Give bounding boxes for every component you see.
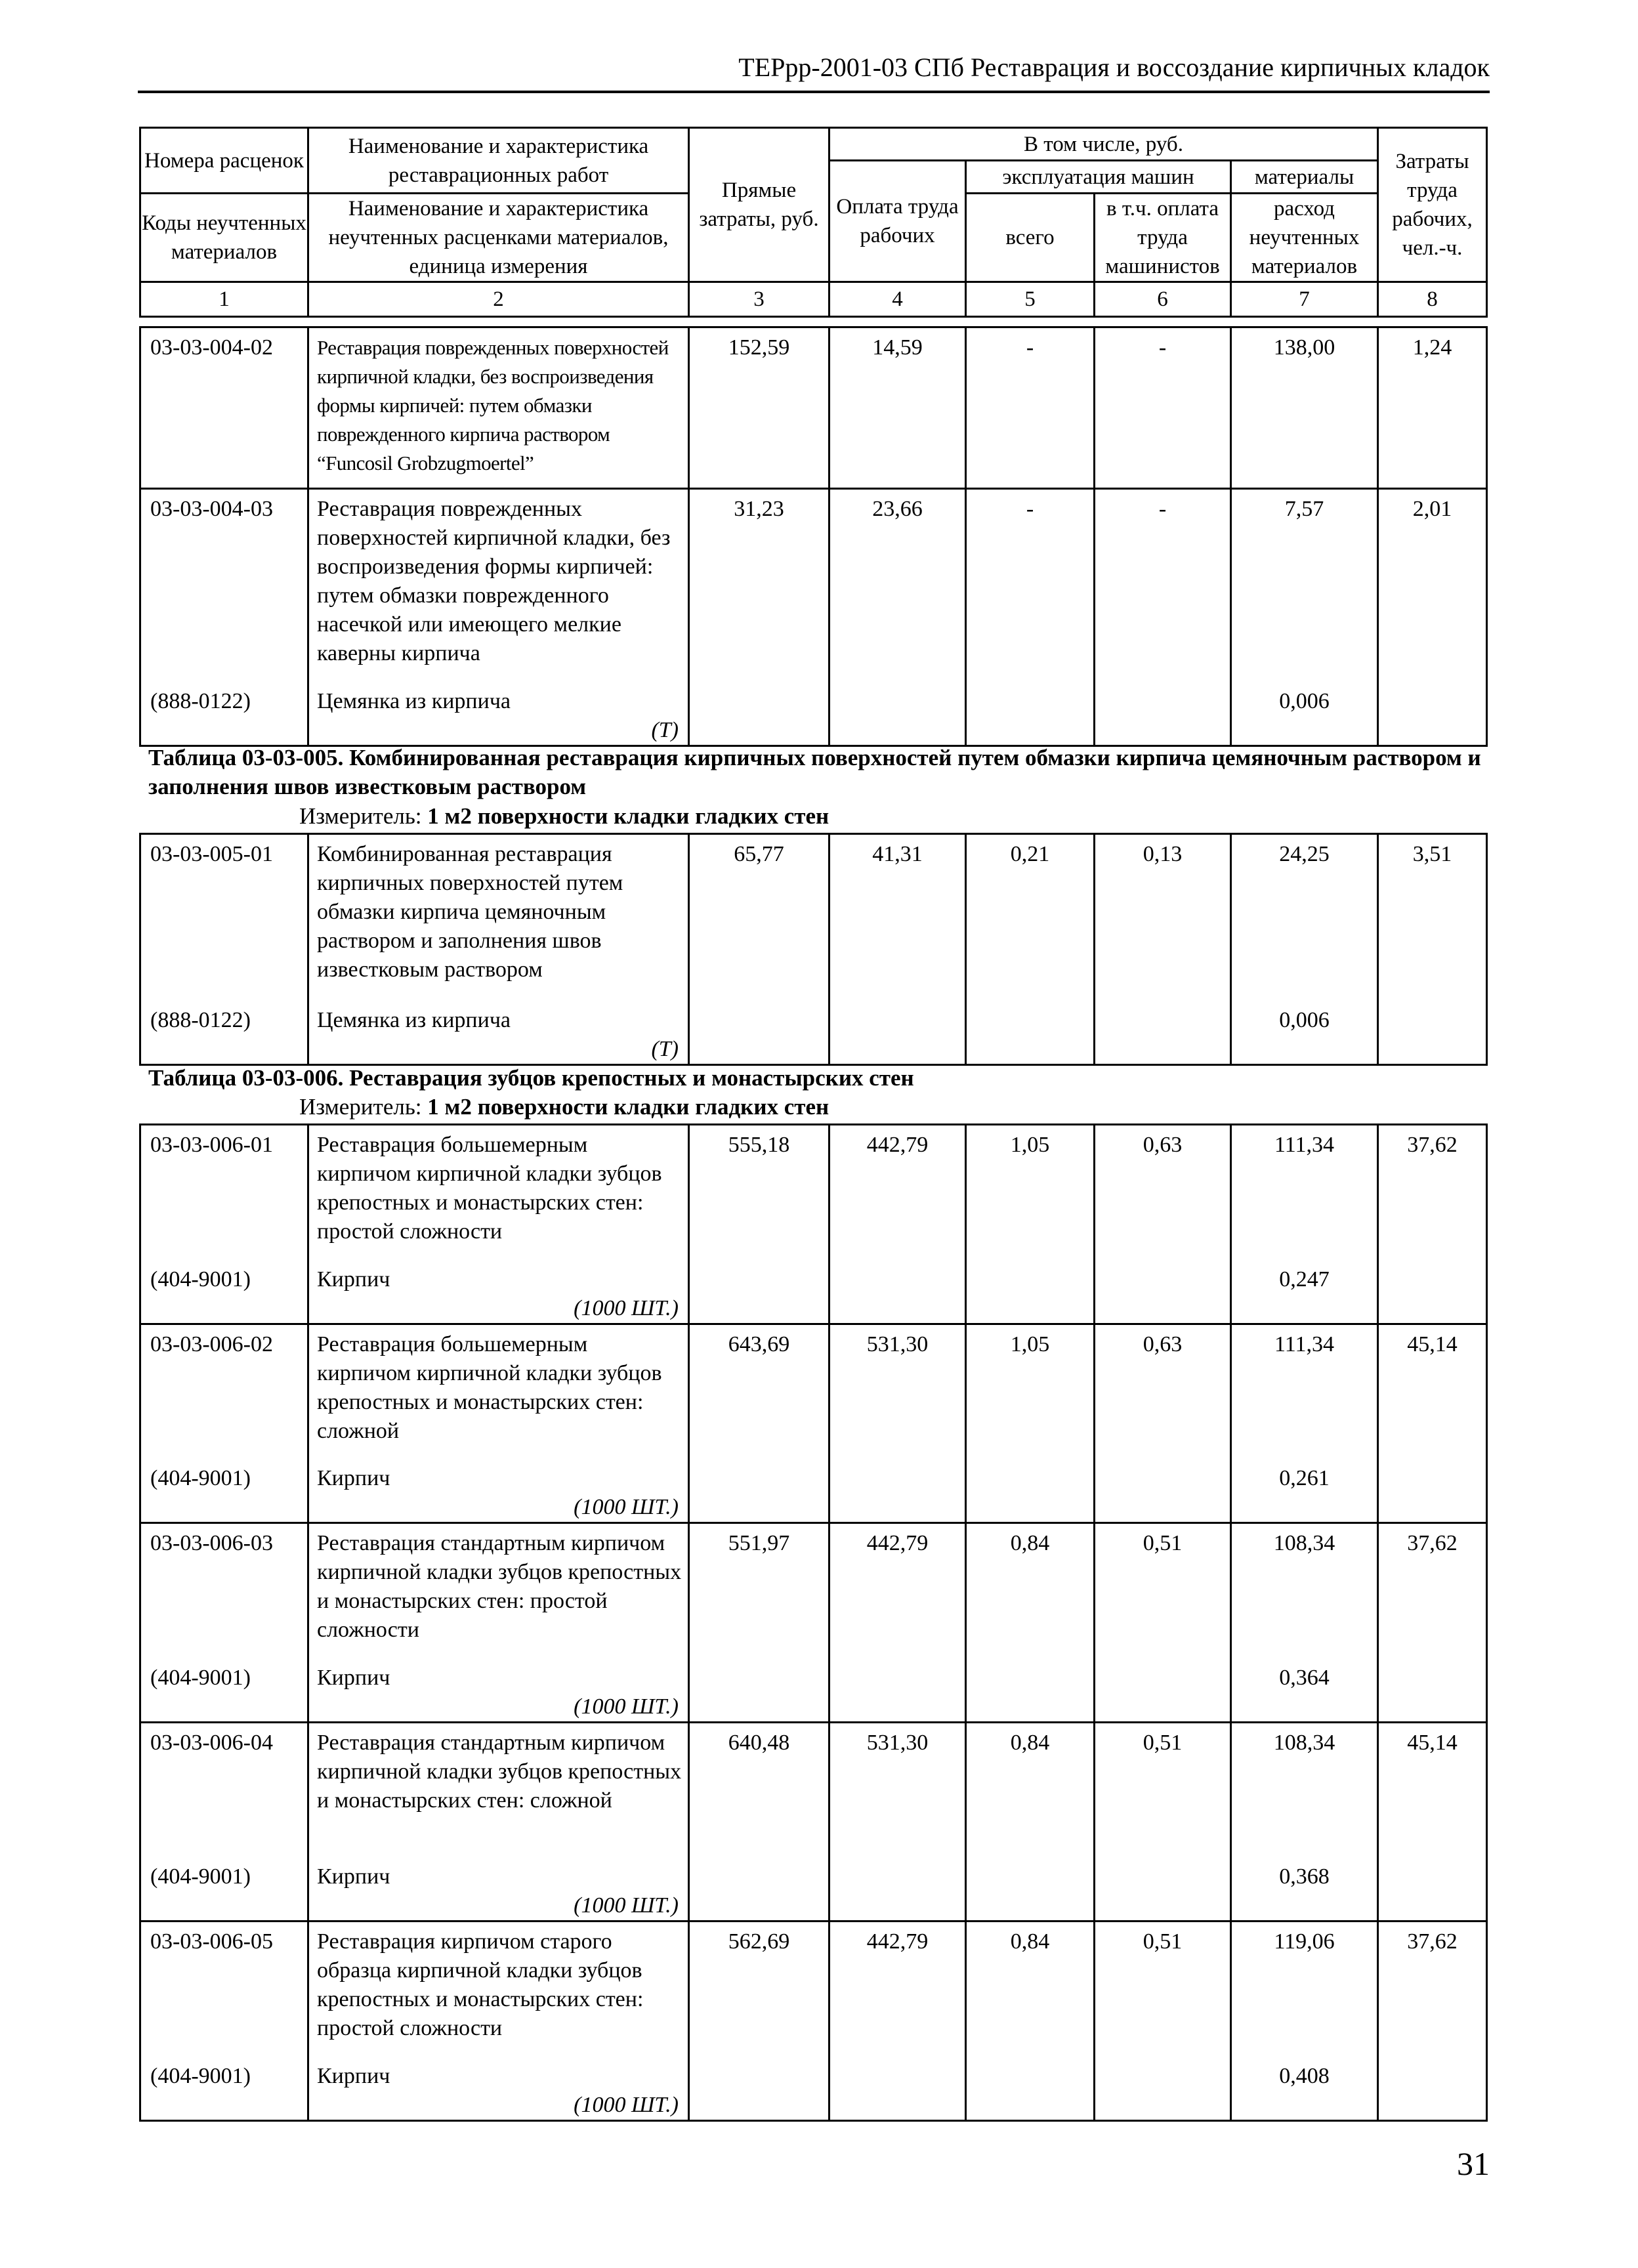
material-code: (404-9001) xyxy=(140,1649,308,1723)
material-quantity: 0,364 xyxy=(1231,1649,1378,1723)
material-unit: (Т) xyxy=(651,1036,679,1061)
worker-pay: 442,79 xyxy=(830,1922,966,2048)
machines-total: 0,84 xyxy=(966,1722,1095,1848)
empty-cell xyxy=(1095,673,1231,746)
direct-costs: 551,97 xyxy=(689,1523,830,1649)
direct-costs: 562,69 xyxy=(689,1922,830,2048)
empty-cell xyxy=(1378,2048,1487,2121)
material-row xyxy=(140,673,1487,746)
material-code: (404-9001) xyxy=(140,2048,308,2121)
work-description: Реставрация поврежденных поверхностей кирпичной кладки, без воспроизведения формы кирпичей: путем обмазки поврежденного кирпича раствором “Funcosil Grobzugmoertel” xyxy=(308,327,689,489)
material-code: (404-9001) xyxy=(140,1251,308,1324)
col-material-name-header: Наименование и характеристика неучтенных расценками материалов, единица измерения xyxy=(308,194,689,282)
column-number: 8 xyxy=(1378,282,1487,317)
materials-cost: 111,34 xyxy=(1231,1324,1378,1450)
rates-table-006 xyxy=(139,1124,1488,2122)
materials-cost: 7,57 xyxy=(1231,489,1378,673)
column-number: 5 xyxy=(966,282,1095,317)
table-row xyxy=(140,1922,1487,2048)
empty-cell xyxy=(830,992,966,1065)
worker-pay: 23,66 xyxy=(830,489,966,673)
work-description: Реставрация большемерным кирпичом кирпичной кладки зубцов крепостных и монастырских стен: простой сложности xyxy=(308,1125,689,1251)
machinist-pay: 0,51 xyxy=(1095,1722,1231,1848)
empty-cell xyxy=(830,2048,966,2121)
material-name: Цемянка из кирпича xyxy=(317,688,511,713)
material-name-cell xyxy=(308,1848,689,1922)
table-row xyxy=(140,834,1487,992)
labor-hours: 1,24 xyxy=(1378,327,1487,489)
rate-code: 03-03-006-03 xyxy=(140,1523,308,1649)
material-name: Цемянка из кирпича xyxy=(317,1007,511,1032)
labor-hours: 3,51 xyxy=(1378,834,1487,992)
material-unit: (1000 ШТ.) xyxy=(574,1893,679,1918)
machinist-pay: - xyxy=(1095,489,1231,673)
column-number: 4 xyxy=(830,282,966,317)
rate-group xyxy=(140,1324,1487,1523)
machinist-pay: 0,51 xyxy=(1095,1922,1231,2048)
col-machinist-pay-header: в т.ч. оплата труда машинистов xyxy=(1095,194,1231,282)
material-code: (404-9001) xyxy=(140,1450,308,1523)
measure-value: 1 м2 поверхности кладки гладких стен xyxy=(427,803,830,829)
rate-code: 03-03-004-03 xyxy=(140,489,308,673)
rate-group xyxy=(140,1922,1487,2121)
machines-total: - xyxy=(966,489,1095,673)
empty-cell xyxy=(966,1848,1095,1922)
worker-pay: 531,30 xyxy=(830,1722,966,1848)
material-quantity: 0,368 xyxy=(1231,1848,1378,1922)
rate-code: 03-03-006-01 xyxy=(140,1125,308,1251)
labor-hours: 2,01 xyxy=(1378,489,1487,673)
col-rate-number-header: Номера расценок xyxy=(140,128,308,194)
rate-group xyxy=(140,1523,1487,1723)
direct-costs: 555,18 xyxy=(689,1125,830,1251)
machines-total: 0,84 xyxy=(966,1523,1095,1649)
empty-cell xyxy=(966,2048,1095,2121)
material-quantity: 0,247 xyxy=(1231,1251,1378,1324)
empty-cell xyxy=(689,1251,830,1324)
direct-costs: 152,59 xyxy=(689,327,830,489)
machines-total: 0,21 xyxy=(966,834,1095,992)
table-row xyxy=(140,1125,1487,1251)
empty-cell xyxy=(689,2048,830,2121)
rates-table-004 xyxy=(139,326,1488,747)
empty-cell xyxy=(1378,1649,1487,1723)
material-name: Кирпич xyxy=(317,1665,390,1690)
running-head: ТЕРрр-2001-03 СПб Реставрация и воссоздание кирпичных кладок xyxy=(738,52,1490,82)
labor-hours: 37,62 xyxy=(1378,1125,1487,1251)
worker-pay: 41,31 xyxy=(830,834,966,992)
rates-table-005 xyxy=(139,833,1488,1066)
material-name-cell xyxy=(308,992,689,1065)
labor-hours: 37,62 xyxy=(1378,1523,1487,1649)
rate-code: 03-03-004-02 xyxy=(140,327,308,489)
material-row xyxy=(140,992,1487,1065)
rate-group xyxy=(140,1722,1487,1922)
empty-cell xyxy=(1095,2048,1231,2121)
page-number: 31 xyxy=(1457,2145,1490,2182)
column-number: 3 xyxy=(689,282,830,317)
material-name: Кирпич xyxy=(317,1466,390,1490)
work-description: Комбинированная реставрация кирпичных поверхностей путем обмазки кирпича цемяночным раствором и заполнения швов известковым раствором xyxy=(308,834,689,992)
direct-costs: 31,23 xyxy=(689,489,830,673)
column-number: 1 xyxy=(140,282,308,317)
table-row xyxy=(140,1523,1487,1649)
material-code: (888-0122) xyxy=(140,673,308,746)
materials-cost: 108,34 xyxy=(1231,1722,1378,1848)
material-name-cell xyxy=(308,2048,689,2121)
material-row xyxy=(140,1649,1487,1723)
material-unit: (1000 ШТ.) xyxy=(574,1495,679,1519)
empty-cell xyxy=(966,992,1095,1065)
empty-cell xyxy=(689,673,830,746)
header-rule xyxy=(138,91,1490,93)
material-name-cell xyxy=(308,1649,689,1723)
col-material-code-header: Коды неучтенных материалов xyxy=(140,194,308,282)
measure-label: Измеритель: xyxy=(299,803,422,829)
col-materials-header: материалы xyxy=(1231,161,1378,194)
direct-costs: 65,77 xyxy=(689,834,830,992)
empty-cell xyxy=(689,992,830,1065)
materials-cost: 119,06 xyxy=(1231,1922,1378,2048)
worker-pay: 14,59 xyxy=(830,327,966,489)
labor-hours: 45,14 xyxy=(1378,1324,1487,1450)
material-quantity: 0,261 xyxy=(1231,1450,1378,1523)
machines-total: 1,05 xyxy=(966,1324,1095,1450)
table-006-measure xyxy=(299,1093,829,1122)
empty-cell xyxy=(689,1848,830,1922)
table-005-caption: Таблица 03-03-005. Комбинированная реставрация кирпичных поверхностей путем обмазки кирпича цемяночным раствором и заполнения швов известковым раствором xyxy=(148,745,1481,799)
col-machines-total-header: всего xyxy=(966,194,1095,282)
material-quantity: 0,006 xyxy=(1231,992,1378,1065)
materials-cost: 111,34 xyxy=(1231,1125,1378,1251)
empty-cell xyxy=(830,1450,966,1523)
material-name: Кирпич xyxy=(317,1864,390,1889)
worker-pay: 442,79 xyxy=(830,1523,966,1649)
empty-cell xyxy=(830,1251,966,1324)
measure-value: 1 м2 поверхности кладки гладких стен xyxy=(427,1094,830,1120)
empty-cell xyxy=(1378,1848,1487,1922)
material-name: Кирпич xyxy=(317,1267,390,1292)
empty-cell xyxy=(966,673,1095,746)
measure-label: Измеритель: xyxy=(299,1094,422,1120)
column-header-table xyxy=(139,127,1488,318)
machinist-pay: 0,13 xyxy=(1095,834,1231,992)
column-number: 7 xyxy=(1231,282,1378,317)
material-code: (404-9001) xyxy=(140,1848,308,1922)
column-number: 2 xyxy=(308,282,689,317)
col-labor-header: Затраты труда рабочих, чел.-ч. xyxy=(1378,128,1487,282)
empty-cell xyxy=(1378,992,1487,1065)
col-work-name-header: Наименование и характеристика реставрационных работ xyxy=(308,128,689,194)
direct-costs: 643,69 xyxy=(689,1324,830,1450)
empty-cell xyxy=(966,1251,1095,1324)
empty-cell xyxy=(1378,1450,1487,1523)
work-description: Реставрация кирпичом старого образца кирпичной кладки зубцов крепостных и монастырских стен: простой сложности xyxy=(308,1922,689,2048)
col-unaccounted-materials-header: расход неучтенных материалов xyxy=(1231,194,1378,282)
empty-cell xyxy=(966,1649,1095,1723)
rate-code: 03-03-006-02 xyxy=(140,1324,308,1450)
work-description: Реставрация поврежденных поверхностей кирпичной кладки, без воспроизведения формы кирпичей: путем обмазки поврежденного насечкой или имеющего мелкие каверны кирпича xyxy=(308,489,689,673)
rate-code: 03-03-006-05 xyxy=(140,1922,308,2048)
materials-cost: 108,34 xyxy=(1231,1523,1378,1649)
col-worker-pay-header: Оплата труда рабочих xyxy=(830,161,966,282)
empty-cell xyxy=(1095,992,1231,1065)
materials-cost: 138,00 xyxy=(1231,327,1378,489)
empty-cell xyxy=(1378,1251,1487,1324)
table-row xyxy=(140,1324,1487,1450)
machinist-pay: 0,51 xyxy=(1095,1523,1231,1649)
worker-pay: 442,79 xyxy=(830,1125,966,1251)
empty-cell xyxy=(830,1848,966,1922)
empty-cell xyxy=(1095,1251,1231,1324)
col-direct-costs-header: Прямые затраты, руб. xyxy=(689,128,830,282)
material-row xyxy=(140,1848,1487,1922)
rate-code: 03-03-006-04 xyxy=(140,1722,308,1848)
material-row xyxy=(140,1450,1487,1523)
machinist-pay: 0,63 xyxy=(1095,1324,1231,1450)
machines-total: 0,84 xyxy=(966,1922,1095,2048)
work-description: Реставрация большемерным кирпичом кирпичной кладки зубцов крепостных и монастырских стен: сложной xyxy=(308,1324,689,1450)
labor-hours: 45,14 xyxy=(1378,1722,1487,1848)
empty-cell xyxy=(689,1649,830,1723)
work-description: Реставрация стандартным кирпичом кирпичной кладки зубцов крепостных и монастырских стен: простой сложности xyxy=(308,1523,689,1649)
material-unit: (1000 ШТ.) xyxy=(574,1295,679,1320)
table-005-measure xyxy=(299,802,829,831)
rate-code: 03-03-005-01 xyxy=(140,834,308,992)
empty-cell xyxy=(966,1450,1095,1523)
machines-total: - xyxy=(966,327,1095,489)
material-name: Кирпич xyxy=(317,2063,390,2088)
material-quantity: 0,006 xyxy=(1231,673,1378,746)
material-code: (888-0122) xyxy=(140,992,308,1065)
direct-costs: 640,48 xyxy=(689,1722,830,1848)
empty-cell xyxy=(830,673,966,746)
material-unit: (1000 ШТ.) xyxy=(574,1694,679,1719)
rate-group xyxy=(140,1125,1487,1324)
empty-cell xyxy=(1378,673,1487,746)
material-quantity: 0,408 xyxy=(1231,2048,1378,2121)
material-row xyxy=(140,2048,1487,2121)
work-description: Реставрация стандартным кирпичом кирпичной кладки зубцов крепостных и монастырских стен: сложной xyxy=(308,1722,689,1848)
empty-cell xyxy=(1095,1848,1231,1922)
worker-pay: 531,30 xyxy=(830,1324,966,1450)
material-name-cell xyxy=(308,1450,689,1523)
table-row xyxy=(140,1722,1487,1848)
labor-hours: 37,62 xyxy=(1378,1922,1487,2048)
empty-cell xyxy=(1095,1649,1231,1723)
empty-cell xyxy=(689,1450,830,1523)
machinist-pay: 0,63 xyxy=(1095,1125,1231,1251)
machinist-pay: - xyxy=(1095,327,1231,489)
material-row xyxy=(140,1251,1487,1324)
material-unit: (1000 ШТ.) xyxy=(574,2092,679,2117)
table-row xyxy=(140,327,1487,489)
material-name-cell xyxy=(308,673,689,746)
material-unit: (Т) xyxy=(651,717,679,742)
machines-total: 1,05 xyxy=(966,1125,1095,1251)
materials-cost: 24,25 xyxy=(1231,834,1378,992)
empty-cell xyxy=(1095,1450,1231,1523)
table-row xyxy=(140,489,1487,673)
table-006-caption: Таблица 03-03-006. Реставрация зубцов крепостных и монастырских стен xyxy=(148,1065,914,1091)
col-including-header: В том числе, руб. xyxy=(830,128,1378,161)
empty-cell xyxy=(830,1649,966,1723)
material-name-cell xyxy=(308,1251,689,1324)
column-number: 6 xyxy=(1095,282,1231,317)
col-machines-header: эксплуатация машин xyxy=(966,161,1231,194)
